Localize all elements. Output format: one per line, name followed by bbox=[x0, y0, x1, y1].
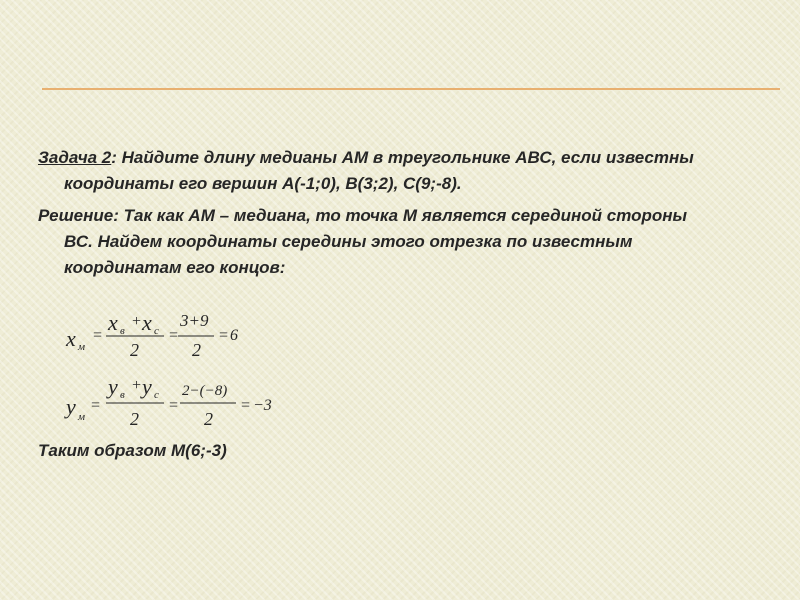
task-line-1-text: : Найдите длину медианы АМ в треугольнике АВС, если известны bbox=[111, 148, 694, 167]
conclusion-line: Таким образом М(6;-3) bbox=[38, 441, 227, 460]
formula-y-result: −3 bbox=[253, 397, 272, 414]
formula-y-num-a: y bbox=[108, 374, 118, 399]
formula-x-result: 6 bbox=[230, 327, 238, 344]
task-line-2: координаты его вершин А(-1;0), В(3;2), С(9;-8). bbox=[64, 174, 462, 193]
formula-x-num2: 3+9 bbox=[180, 311, 209, 330]
formula-x-lhs-var: x bbox=[66, 326, 76, 351]
formula-y-num-b-sub: с bbox=[154, 389, 159, 401]
formula-y-den: 2 bbox=[130, 409, 139, 429]
formula-x-den2: 2 bbox=[192, 340, 201, 360]
formula-x-den: 2 bbox=[130, 340, 139, 360]
formula-y-eq3: = bbox=[240, 397, 251, 414]
formula-x bbox=[65, 310, 238, 360]
formula-x-num-a: x bbox=[108, 310, 118, 335]
formula-x-num-a-sub: в bbox=[120, 325, 125, 337]
formula-y-plus: + bbox=[131, 377, 142, 394]
solution-line-2: ВС. Найдем координаты середины этого отрезка по известным bbox=[64, 232, 633, 251]
formula-y-eq1: = bbox=[90, 397, 101, 414]
formula-x-eq3: = bbox=[218, 327, 229, 344]
formula-y-den2: 2 bbox=[204, 409, 213, 429]
formula-y-lhs-sub: м bbox=[78, 411, 86, 423]
formula-y-lhs-var: y bbox=[66, 394, 76, 419]
formula-y-eq2: = bbox=[168, 397, 179, 414]
formula-x-num-b-sub: с bbox=[154, 325, 159, 337]
solution-line-1: Решение: Так как АМ – медиана, то точка М является серединой стороны bbox=[38, 206, 688, 225]
formula-x-eq1: = bbox=[92, 327, 103, 344]
formula-x-eq2: = bbox=[168, 327, 179, 344]
conclusion-text bbox=[38, 438, 784, 464]
formula-y bbox=[64, 374, 272, 429]
formula-y-num-b: y bbox=[142, 374, 152, 399]
formula-x-lhs-sub: м bbox=[78, 341, 86, 353]
formula-x-num-b: x bbox=[142, 310, 152, 335]
formula-x-plus: + bbox=[131, 313, 142, 330]
task-label: Задача 2 bbox=[38, 148, 112, 167]
formula-y-num2: 2−(−8) bbox=[182, 383, 228, 399]
formula-y-num-a-sub: в bbox=[120, 389, 125, 401]
solution-line-3: координатам его концов: bbox=[64, 258, 286, 277]
